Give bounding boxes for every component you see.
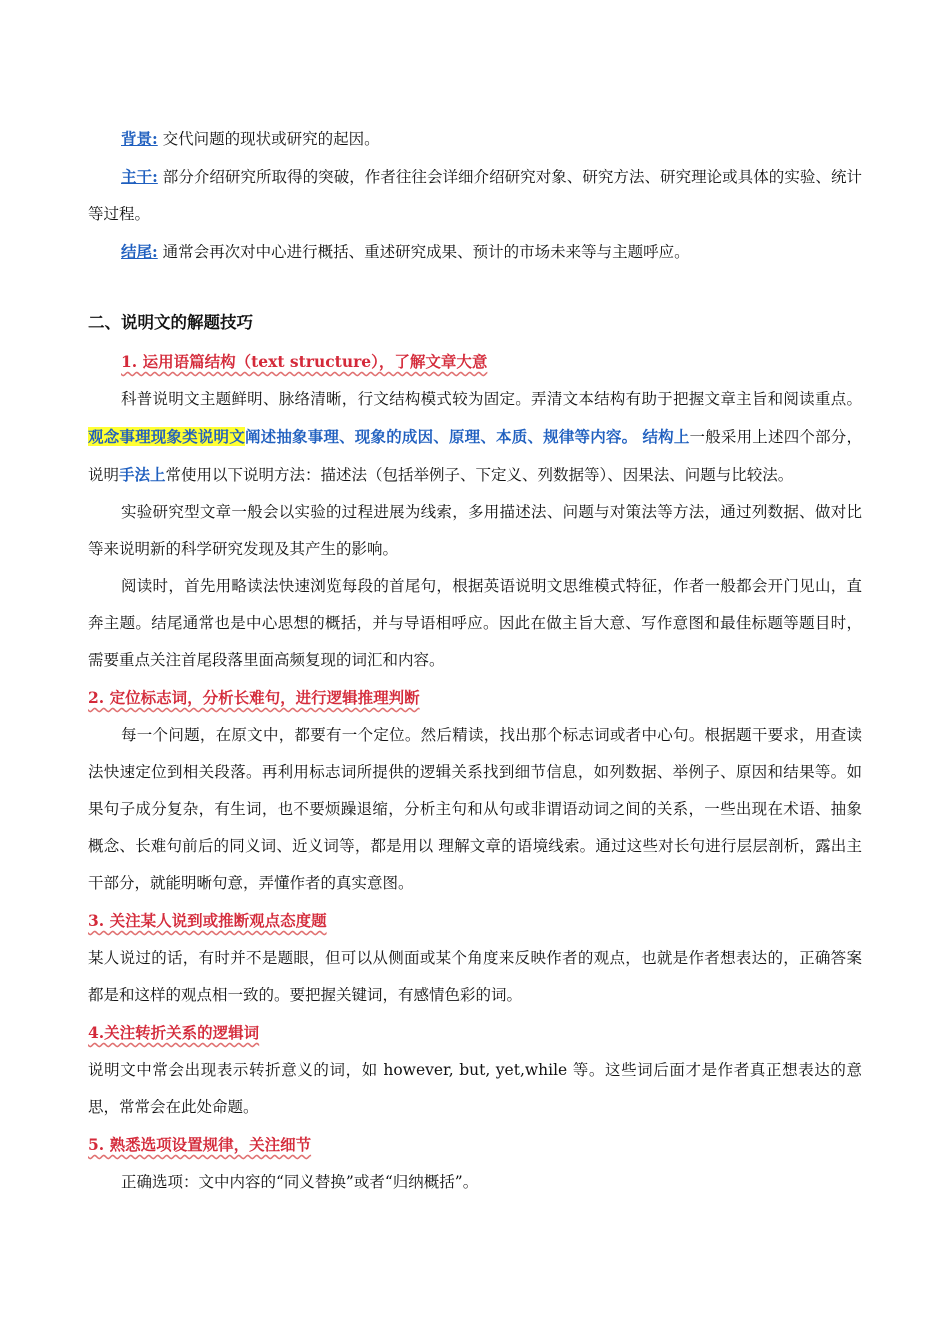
- tip5-paragraph: 正确选项：文中内容的“同义替换”或者“归纳概括”。: [121, 1173, 479, 1191]
- background-text: 交代问题的现状或研究的起因。: [157, 130, 380, 148]
- tip1-p1-blue-text: 阐述抽象事理、现象的成因、原理、本质、规律等内容。: [244, 427, 638, 446]
- tip1-p1-text-a: 科普说明文主题鲜明、脉络清晰，行文结构模式较为固定。弄清文本结构有助于把握文章主旨和阅读重点。: [121, 390, 862, 408]
- tip4-title-line: [88, 1014, 862, 1052]
- tip1-paragraph2: 实验研究型文章一般会以实验的过程进展为线索，多用描述法、问题与对策法等方法，通过列数据、做对比等来说明新的科学研究发现及其产生的影响。: [88, 503, 862, 558]
- main-text: 部分介绍研究所取得的突破，作者往往会详细介绍研究对象、研究方法、研究理论或具体的实验、统计等过程。: [88, 168, 862, 223]
- tip1-paragraph3: 阅读时，首先用略读法快速浏览每段的首尾句，根据英语说明文思维模式特征，作者一般都会开门见山，直奔主题。结尾通常也是中心思想的概括，并与导语相呼应。因此在做主旨大意、写作意图和最佳标题等题目时，需要重点关注首尾段落里面高频复现的词汇和内容。: [88, 577, 862, 669]
- tip2-title: 2. 定位标志词，分析长难句，进行逻辑推理判断: [88, 688, 420, 707]
- tip3-title-line: [88, 902, 862, 940]
- tip4-title: 4.关注转折关系的逻辑词: [88, 1023, 260, 1042]
- background-label: 背景:: [121, 129, 158, 148]
- tip1-p1-text-g: 常使用以下说明方法：描述法（包括举例子、下定义、列数据等）、因果法、问题与比较法。: [165, 466, 794, 484]
- tip1-paragraph1: [88, 381, 862, 494]
- highlighted-term: 观念事理现象类说明文: [88, 427, 245, 446]
- ending-text: 通常会再次对中心进行概括、重述研究成果、预计的市场未来等与主题呼应。: [157, 243, 690, 261]
- intro-background: [88, 120, 862, 158]
- tip1-title-line: [88, 343, 862, 381]
- main-label: 主干:: [121, 167, 158, 186]
- tip5-title-line: [88, 1126, 862, 1164]
- intro-main: [88, 158, 862, 233]
- intro-ending: [88, 233, 862, 271]
- technique-keyword: 手法上: [119, 465, 166, 484]
- section-heading: 二、说明文的解题技巧: [88, 313, 253, 332]
- tip1-title: 1. 运用语篇结构（text structure），了解文章大意: [121, 352, 488, 371]
- tip3-paragraph: 某人说过的话，有时并不是题眼，但可以从侧面或某个角度来反映作者的观点，也就是作者想表达的，正确答案都是和这样的观点相一致的。要把握关键词，有感情色彩的词。: [88, 949, 862, 1004]
- structure-keyword: 结构上: [642, 427, 690, 446]
- tip1-p1-text-e: 一般采用上述四个部分，说明: [88, 428, 862, 484]
- tip5-title: 5. 熟悉选项设置规律，关注细节: [88, 1135, 312, 1154]
- tip3-title: 3. 关注某人说到或推断观点态度题: [88, 911, 327, 930]
- tip2-paragraph: 每一个问题，在原文中，都要有一个定位。然后精读，找出那个标志词或者中心句。根据题干要求，用查读法快速定位到相关段落。再利用标志词所提供的逻辑关系找到细节信息，如列数据、举例子、原因和结果等。如果句子成分复杂，有生词，也不要烦躁退缩，分析主句和从句或非谓语动词之间的关系，一些出现在术语、抽象概念、长难句前后的同义词、近义词等，都是用以 理解文章的语境线索。通过这些对长句进行层层剖析，露出主干部分，就能明晰句意，弄懂作者的真实意图。: [88, 726, 862, 892]
- document-page: [88, 120, 862, 1201]
- tip2-title-line: [88, 679, 862, 717]
- tip4-paragraph: 说明文中常会出现表示转折意义的词，如 however, but, yet,while 等。这些词后面才是作者真正想表达的意思，常常会在此处命题。: [88, 1061, 862, 1116]
- ending-label: 结尾:: [121, 242, 158, 261]
